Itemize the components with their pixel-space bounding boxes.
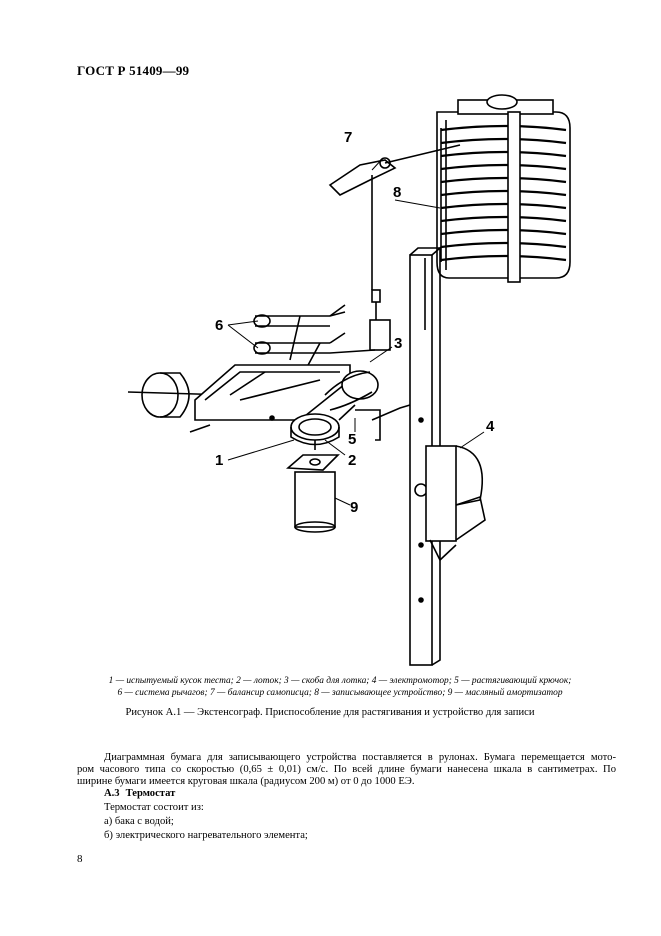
figure-label-4: 4: [486, 418, 495, 435]
list-item: б) электрического нагревательного элемента;: [104, 830, 308, 841]
electromotor: [426, 446, 485, 560]
figure-label-5: 5: [348, 431, 357, 448]
figure-label-1: 1: [215, 452, 224, 469]
figure-label-3: 3: [394, 335, 403, 352]
body-paragraph-line-3: ширине бумаги имеется круговая шкала (радиусом 200 м) от 0 до 1000 ЕЭ.: [77, 776, 415, 787]
figure-label-7: 7: [344, 129, 353, 146]
figure-label-2: 2: [348, 452, 357, 469]
section-number: А.3: [104, 788, 120, 799]
figure-legend-line-1: 1 — испытуемый кусок теста; 2 — лоток; 3 — скоба для лотка; 4 — электромотор; 5 — растягивающий крючок;: [108, 676, 572, 686]
body-paragraph-line-1: Диаграммная бумага для записывающего устройства поставляется в рулонах. Бумага перемещается мото-: [104, 752, 616, 763]
document-header: ГОСТ Р 51409—99: [77, 63, 190, 78]
section-heading: [104, 788, 181, 799]
section-intro: Термостат состоит из:: [104, 802, 204, 813]
figure-label-9: 9: [350, 499, 359, 516]
section-title: Термостат: [125, 788, 176, 799]
recording-drum: [437, 95, 570, 282]
body-paragraph-line-2: ром часового типа со скоростью (0,65 ± 0,01) см/с. По всей длине бумаги нанесена шкала в сантиметрах. По: [77, 764, 616, 775]
oil-damper: [288, 440, 338, 532]
figure-legend-line-2: 6 — система рычагов; 7 — балансир самописца; 8 — записывающее устройство; 9 — масляный амортизатор: [117, 688, 563, 698]
figure-label-8: 8: [393, 184, 402, 201]
figure-caption: Рисунок А.1 — Экстенсограф. Приспособление для растягивания и устройство для записи: [125, 707, 535, 718]
list-item: а) бака с водой;: [104, 816, 174, 827]
page-number: 8: [77, 853, 83, 865]
figure-label-6: 6: [215, 317, 224, 334]
